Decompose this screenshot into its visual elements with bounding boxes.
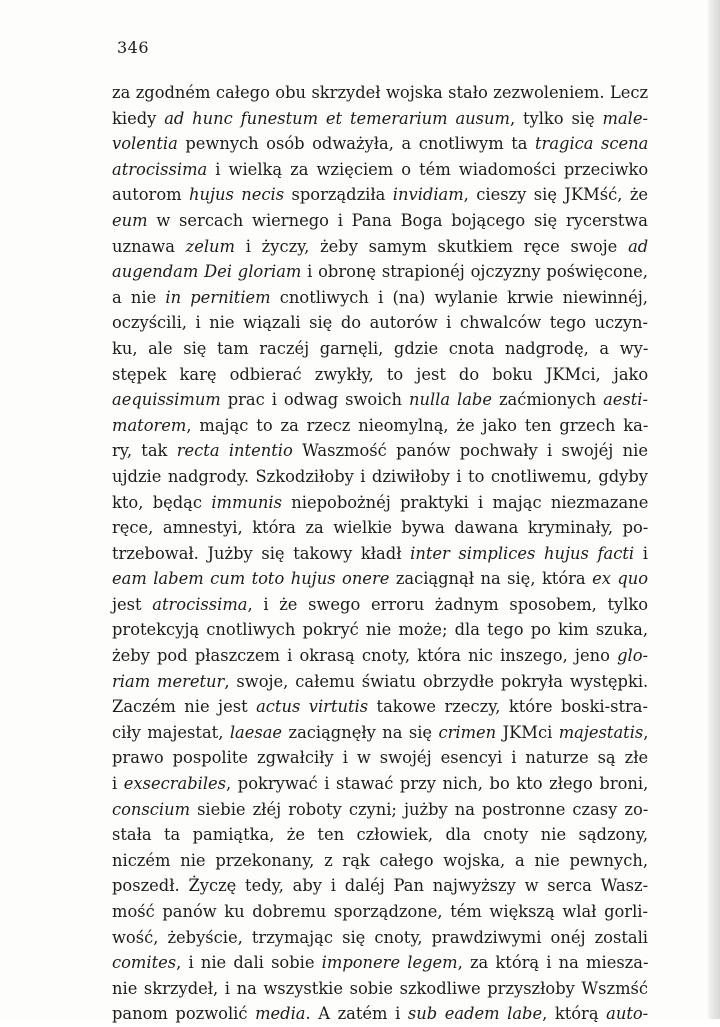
text-line <box>112 848 648 874</box>
text-run: JKMci <box>496 722 559 742</box>
text-run: wość, żebyście, trzymając się cnoty, prawdziwymi onéj zostali <box>112 927 648 947</box>
italic-phrase: inter simplices hujus facti <box>410 543 635 563</box>
text-line <box>112 438 648 464</box>
italic-phrase: aesti- <box>603 390 649 410</box>
text-line <box>112 259 648 285</box>
italic-phrase: matorem <box>112 415 187 435</box>
text-run: ręce, amnestyi, która za wielkie bywa dawana kryminały, po- <box>112 518 649 538</box>
text-run: i obronę strapionéj ojczyzny poświęcone, <box>301 262 648 282</box>
text-run: trzebował. Jużby się takowy kładł <box>112 543 411 563</box>
text-run: stępek karę odbierać zwykły, to jest do boku JKMci, jako <box>112 364 649 384</box>
text-run: , mając to za rzecz nieomylną, że jako ten grzech ka- <box>186 415 649 435</box>
text-line <box>112 899 648 925</box>
text-run: , którą <box>542 1004 607 1024</box>
text-run: i <box>112 774 124 794</box>
text-run: i <box>634 543 648 563</box>
text-run: , i że swego erroru żadnym sposobem, tylko <box>247 594 649 614</box>
italic-phrase: eam labem cum toto hujus onere <box>112 569 390 589</box>
text-line <box>112 464 648 490</box>
italic-phrase: augendam Dei gloriam <box>112 262 302 282</box>
text-run: prac i odwag swoich <box>220 390 409 410</box>
italic-phrase: laesae <box>229 722 283 742</box>
text-line <box>112 157 648 183</box>
italic-phrase: glo- <box>617 646 649 666</box>
text-run: zaciągnął na się, która <box>389 569 593 589</box>
italic-phrase: ex quo <box>592 569 649 589</box>
text-run: zaciągnęły na się <box>282 722 439 742</box>
italic-phrase: ad hunc funestum et temerarium ausum <box>164 108 510 128</box>
text-run: jest <box>112 594 153 614</box>
text-run: , tylko się <box>509 108 603 128</box>
italic-phrase: nulla labe <box>408 390 492 410</box>
italic-phrase: invidiam <box>392 185 464 205</box>
text-run: i wielką za wzięciem o tém wiadomości przeciwko <box>207 159 649 179</box>
text-run: ujdzie nadgrody. Szkodziłoby i dziwiłoby i to cnotliwemu, gdyby <box>112 466 648 486</box>
text-line <box>112 643 648 669</box>
text-run: kiedy <box>112 108 165 128</box>
text-run: autorom <box>112 185 189 205</box>
italic-phrase: immunis <box>211 492 282 512</box>
text-run: ry, tak <box>112 441 177 461</box>
italic-phrase: riam meretur <box>112 671 225 691</box>
italic-phrase: crimen <box>438 722 497 742</box>
text-line <box>112 745 648 771</box>
italic-phrase: in pernitiem <box>165 287 271 307</box>
text-line <box>112 106 648 132</box>
italic-phrase: exsecrabiles <box>123 774 227 794</box>
text-line <box>112 336 648 362</box>
text-run: takowe rzeczy, które boski-stra- <box>368 697 648 717</box>
text-line <box>112 131 648 157</box>
text-line <box>112 208 648 234</box>
text-run: za zgodném całego obu skrzydeł wojska stało zezwoleniem. Lecz <box>112 83 649 102</box>
italic-phrase: majestatis <box>558 722 644 742</box>
text-line <box>112 950 648 976</box>
italic-phrase: imponere legem <box>321 953 458 973</box>
text-line <box>112 669 648 695</box>
text-line <box>112 925 648 951</box>
text-run: niepobożnéj praktyki i mając niezmazane <box>281 492 649 512</box>
text-run: uznawa <box>112 236 186 256</box>
text-run: sporządziła <box>284 185 393 205</box>
text-line <box>112 797 648 823</box>
text-run: , swoje, całemu światu obrzydłe pokryła występki. <box>224 671 649 691</box>
text-run: Zaczém nie jest <box>112 697 257 717</box>
body-text <box>112 80 648 1027</box>
italic-phrase: actus virtutis <box>256 697 369 717</box>
text-line <box>112 694 648 720</box>
italic-phrase: zelum <box>185 236 235 256</box>
text-run: oczyścili, i nie wiązali się do autorów i chwalców tego uczyn- <box>112 313 648 333</box>
text-line <box>112 566 648 592</box>
text-run: żeby pod płaszczem i okrasą cnoty, która nic inszego, jeno <box>112 646 618 666</box>
page-number: 346 <box>117 38 150 57</box>
text-run: w sercach wiernego i Pana Boga bojącego się rycerstwa <box>147 210 648 230</box>
text-line <box>112 80 648 106</box>
page-edge-shadow <box>708 0 720 1019</box>
italic-phrase: ad <box>628 236 649 256</box>
text-line <box>112 1001 648 1027</box>
text-line <box>112 592 648 618</box>
text-line <box>112 285 648 311</box>
text-run: zaćmionych <box>492 390 604 410</box>
italic-phrase: volentia <box>112 134 178 154</box>
text-line <box>112 234 648 260</box>
text-run: cnotliwych i (na) wylanie krwie niewinnéj, <box>270 287 648 307</box>
text-run: ku, ale się tam raczéj garnęli, gdzie cnota nadgrodę, a wy- <box>112 338 649 358</box>
text-line <box>112 541 648 567</box>
text-run: , pokrywać i stawać przy nich, bo kto złego broni, <box>226 774 649 794</box>
text-line <box>112 413 648 439</box>
text-run: , za którą i na miesza- <box>457 953 649 973</box>
italic-phrase: conscium <box>112 799 191 819</box>
text-run: stała ta pamiątka, że ten człowiek, dla cnoty nie sądzony, <box>112 825 649 845</box>
italic-phrase: eum <box>112 210 148 230</box>
italic-phrase: aequissimum <box>112 390 221 410</box>
text-run: , <box>643 722 649 742</box>
text-run: panom pozwolić <box>112 1004 256 1024</box>
italic-phrase: sub eadem labe <box>407 1004 543 1024</box>
text-run: siebie złéj roboty czyni; jużby na postronne czasy zo- <box>190 799 649 819</box>
italic-phrase: recta intentio <box>176 441 293 461</box>
text-line <box>112 387 648 413</box>
italic-phrase: hujus necis <box>189 185 285 205</box>
text-run: ciły majestat, <box>112 722 230 742</box>
text-run: Waszmość panów pochwały i swojéj nie <box>292 441 648 461</box>
text-line <box>112 822 648 848</box>
text-line <box>112 182 648 208</box>
text-line <box>112 720 648 746</box>
italic-phrase: atrocissima <box>112 159 208 179</box>
italic-phrase: comites <box>112 953 177 973</box>
text-line <box>112 490 648 516</box>
text-run: protekcyją cnotliwych pokryć nie może; dla tego po kim szuka, <box>112 620 648 640</box>
text-run: . A zatém i <box>305 1004 408 1024</box>
text-run: pewnych osób odważyła, a cnotliwym ta <box>177 134 536 154</box>
italic-phrase: atrocissima <box>152 594 248 614</box>
text-run: a nie <box>112 287 166 307</box>
italic-phrase: auto- <box>606 1004 649 1024</box>
italic-phrase: media <box>255 1004 306 1024</box>
text-run: nie skrzydeł, i na wszystkie sobie szkodliwe przyszłoby Wszmść <box>112 978 648 998</box>
text-run: , i nie dali sobie <box>176 953 322 973</box>
text-run: mość panów ku dobremu sporządzone, tém większą wlał gorli- <box>112 902 648 921</box>
text-run: poszedł. Życzę tedy, aby i daléj Pan najwyższy w serca Wasz- <box>112 876 649 896</box>
text-line <box>112 310 648 336</box>
text-run: , cieszy się JKMść, że <box>463 185 649 205</box>
text-line <box>112 362 648 388</box>
text-line <box>112 771 648 797</box>
italic-phrase: tragica scena <box>535 134 649 154</box>
text-run: niczém nie przekonany, z rąk całego wojska, a nie pewnych, <box>112 850 648 870</box>
text-run: i życzy, żeby samym skutkiem ręce swoje <box>235 236 629 256</box>
text-line <box>112 976 648 1002</box>
text-line <box>112 873 648 899</box>
text-line <box>112 617 648 643</box>
italic-phrase: male- <box>602 108 648 128</box>
text-run: prawo pospolite zgwałciły i w swojéj esencyi i naturze są złe <box>112 748 649 768</box>
text-run: kto, będąc <box>112 492 212 512</box>
text-line <box>112 515 648 541</box>
